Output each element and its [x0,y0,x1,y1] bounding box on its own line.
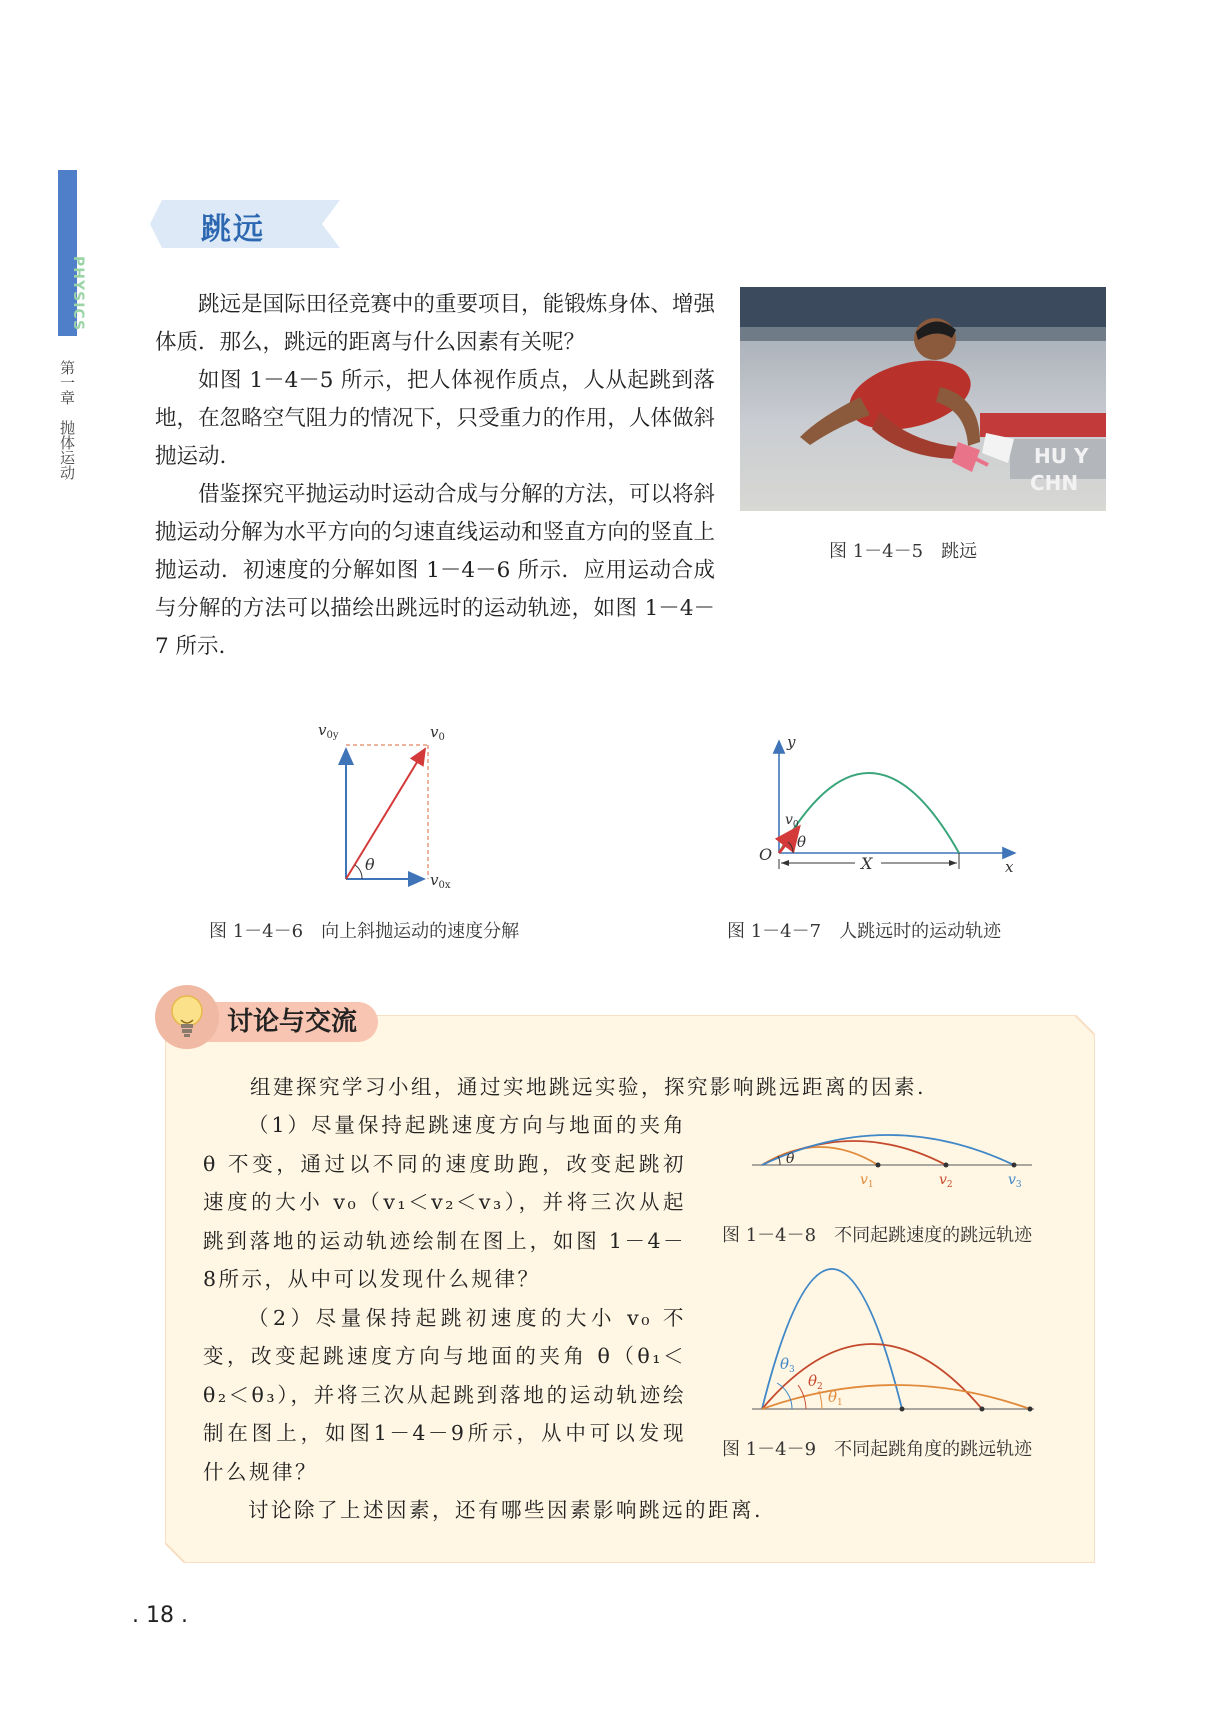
discussion-closing-block [203,1491,1053,1530]
physics-tab-label: PHYSICS [70,256,86,332]
paragraph-intro: 跳远是国际田径竞赛中的重要项目，能锻炼身体、增强体质．那么，跳远的距离与什么因素有关呢？ [155,292,715,355]
v3-label: $v_3$ [1008,1172,1022,1187]
fig-1-4-6-diagram [310,715,470,895]
caption-fig-1-4-7: 图 1－4－7 人跳远时的运动轨迹 [727,921,1002,942]
fig-1-4-9-diagram [752,1265,1042,1415]
caption-fig-1-4-8: 图 1－4－8 不同起跳速度的跳远轨迹 [722,1225,1033,1246]
v1-label: $v_1$ [860,1172,874,1187]
x-axis-label: x [1005,858,1014,875]
caption-fig-1-4-9: 图 1－4－9 不同起跳角度的跳远轨迹 [722,1439,1033,1460]
y-axis-label: y [787,735,796,751]
v0-arrow [779,827,799,853]
discussion-intro: 组建探究学习小组，通过实地跳远实验，探究影响跳远距离的因素. [250,1075,927,1099]
discussion-question-2: （2）尽量保持起跳初速度的大小 v₀ 不变，改变起跳速度方向与地面的夹角 θ（θ₁＜θ₂＜θ₃），并将三次从起跳到落地的运动轨迹绘制在图上，如图1－4－9所示，从中可以发现什么规律？ [203,1305,686,1484]
fig-1-4-8-diagram [752,1125,1042,1187]
v0-vector [346,749,425,879]
v0x-label: $v_{0x}$ [430,871,451,891]
theta1-label: $\theta_1$ [828,1388,843,1408]
discussion-title: 讨论与交流 [227,1007,358,1037]
paragraph-decomposition: 借鉴探究平抛运动时运动合成与分解的方法，可以将斜抛运动分解为水平方向的匀速直线运动和竖直方向的竖直上抛运动．初速度的分解如图 1－4－6 所示．应用运动合成与分解的方法可以描绘出跳远时的运动轨迹，如图 1－4－7 所示. [155,482,715,659]
long-jump-photo [740,287,1106,511]
caption-fig-1-4-6: 图 1－4－6 向上斜抛运动的速度分解 [209,921,520,942]
paragraph-projectile: 如图 1－4－5 所示，把人体视作质点，人从起跳到落地，在忽略空气阻力的情况下，只受重力的作用，人体做斜抛运动. [155,368,715,469]
theta-label: θ [365,855,375,874]
discussion-questions [203,1106,686,1491]
fig-1-4-7-diagram [755,735,1025,875]
discussion-question-1: （1）尽量保持起跳速度方向与地面的夹角 θ 不变，通过以不同的速度助跑，改变起跳初速度的大小 v₀（v₁＜v₂＜v₃），并将三次从起跳到落地的运动轨迹绘制在图上，如图 1－4－8所示，从中可以发现什么规律？ [203,1113,686,1291]
v0-label: $v_0$ [785,812,799,830]
theta-label: θ [786,1151,795,1167]
theta2-label: $\theta_2$ [808,1372,823,1392]
lightbulb-icon [154,984,220,1050]
bib-country: CHN [1030,471,1079,495]
page-number: . 18 . [132,1603,188,1628]
section-title: 跳远 [201,212,265,247]
origin-label: O [759,845,773,864]
v0y-label: $v_{0y}$ [318,721,339,741]
distance-label: X [861,854,873,873]
theta-label: θ [797,833,807,851]
trajectory-v3 [762,1135,1014,1165]
v0-label: $v_0$ [430,723,445,743]
theta3-label: $\theta_3$ [780,1355,795,1375]
discussion-intro-block [208,1068,1058,1107]
caption-fig-1-4-5: 图 1－4－5 跳远 [829,541,978,562]
discussion-closing: 讨论除了上述因素，还有哪些因素影响跳远的距离. [248,1498,764,1522]
bib-text: HU Y [1034,444,1089,468]
v2-label: $v_2$ [939,1172,953,1187]
chapter-tab-title: 第一章 抛体运动 [58,360,76,480]
